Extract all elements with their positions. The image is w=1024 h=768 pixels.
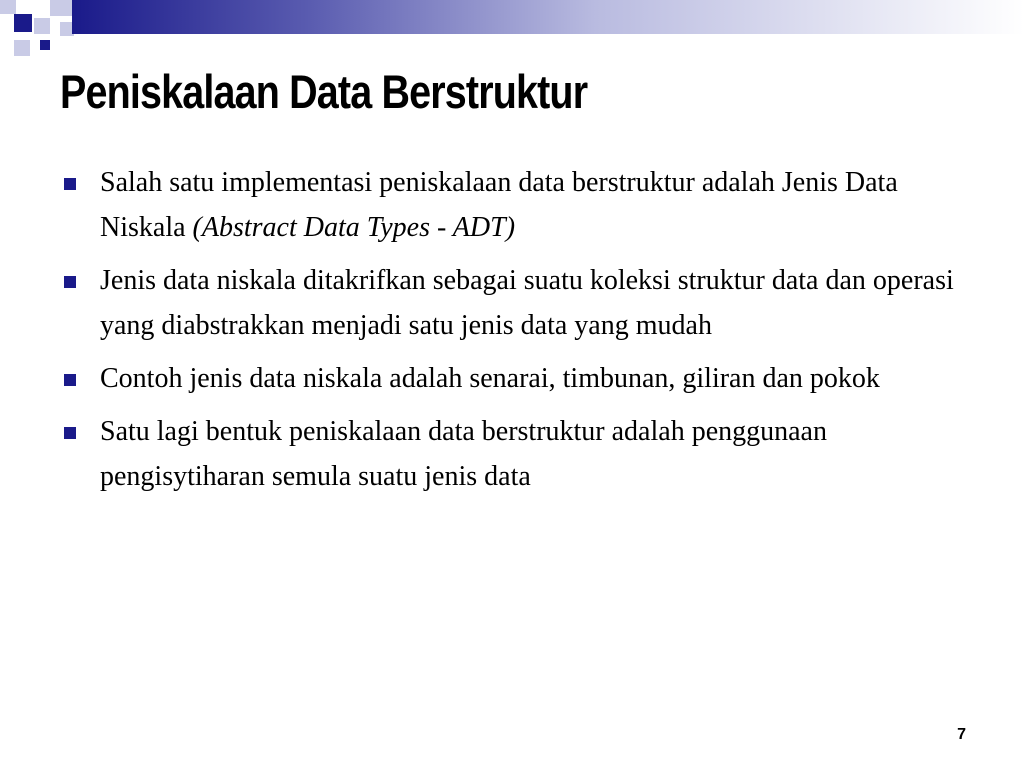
list-item — [64, 258, 964, 348]
decorative-square — [34, 18, 50, 34]
list-item — [64, 356, 964, 401]
bullet-text: Jenis data niskala ditakrifkan sebagai suatu koleksi struktur data dan operasi yang diabstrakkan menjadi satu jenis data yang mudah — [100, 265, 954, 341]
decorative-square — [14, 40, 30, 56]
bullet-text: Salah satu implementasi peniskalaan data berstruktur adalah Jenis Data Niskala — [100, 167, 898, 243]
decorative-square — [40, 40, 50, 50]
square-bullet-icon — [64, 427, 76, 439]
bullet-text: Contoh jenis data niskala adalah senarai, timbunan, giliran dan pokok — [100, 363, 880, 394]
square-bullet-icon — [64, 374, 76, 386]
bullet-text-italic: (Abstract Data Types - ADT) — [192, 212, 516, 243]
page-number: 7 — [957, 726, 966, 743]
decorative-square — [0, 0, 16, 14]
slide-title: Peniskalaan Data Berstruktur — [60, 65, 588, 118]
list-item — [64, 409, 964, 499]
bullet-list — [64, 160, 964, 507]
decorative-square — [50, 0, 72, 16]
list-item — [64, 160, 964, 250]
decorative-square — [14, 14, 32, 32]
square-bullet-icon — [64, 276, 76, 288]
header-gradient-bar — [72, 0, 1024, 34]
square-bullet-icon — [64, 178, 76, 190]
bullet-text: Satu lagi bentuk peniskalaan data berstruktur adalah penggunaan pengisytiharan semula suatu jenis data — [100, 416, 827, 492]
decorative-square — [30, 0, 44, 12]
